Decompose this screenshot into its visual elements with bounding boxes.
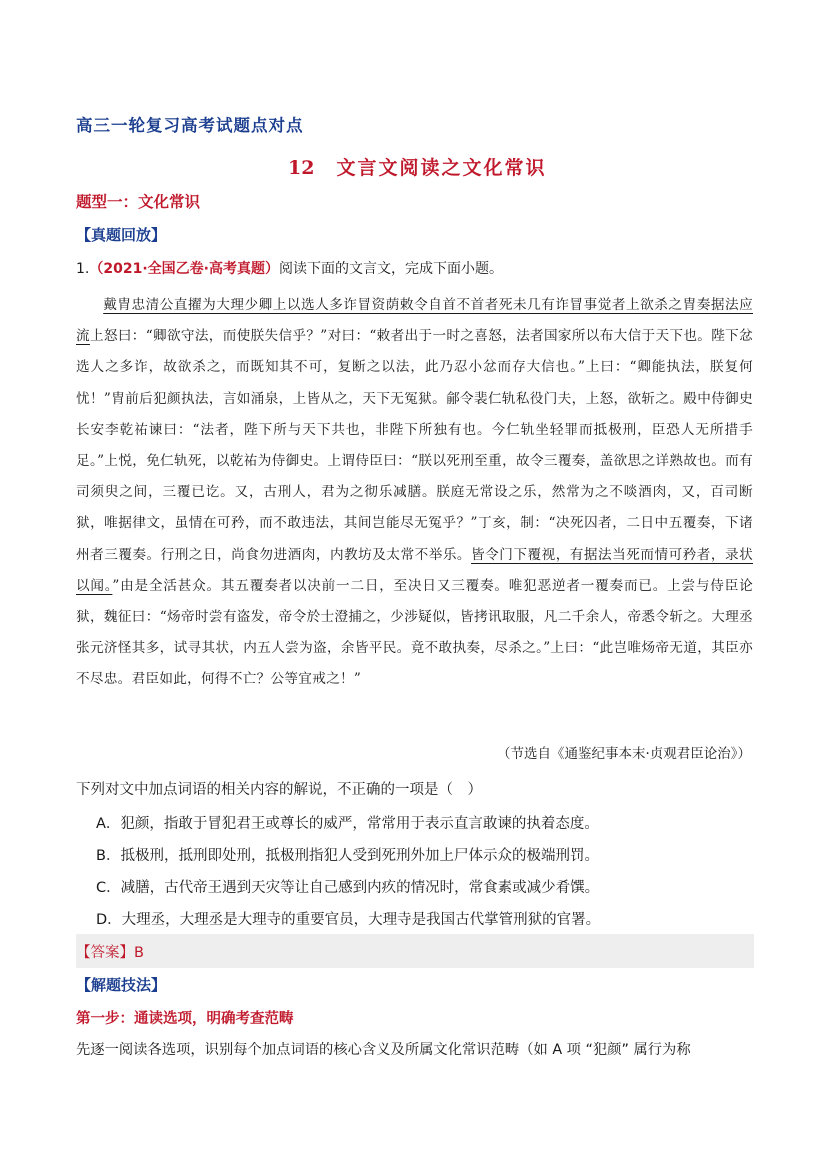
real-questions-tag: 【真题回放】 bbox=[76, 226, 167, 244]
option-c: C．减膳，古代帝王遇到天灾等让自己感到内疚的情况时，常食素或减少肴馔。 bbox=[96, 880, 600, 896]
passage-underlined-2: 据法应流 bbox=[76, 297, 753, 345]
option-a: A．犯颜，指敢于冒犯君王或尊长的威严，常常用于表示直言敢谏的执着态度。 bbox=[96, 816, 599, 832]
question-number: 1. bbox=[76, 261, 90, 277]
method-tag: 【解题技法】 bbox=[76, 976, 167, 994]
passage-source-note: （节选自《通鉴纪事本末·贞观君臣论治》） bbox=[496, 746, 751, 762]
chapter-heading bbox=[288, 153, 546, 180]
option-d: D．大理丞，大理丞是大理寺的重要官员，大理寺是我国古代掌管刑狱的官署。 bbox=[96, 912, 601, 928]
question-source: （2021·全国乙卷·高考真题） bbox=[89, 261, 279, 277]
answer-text: 【答案】B bbox=[76, 945, 144, 961]
question-stem: 下列对文中加点词语的相关内容的解说，不正确的一项是（ ） bbox=[76, 782, 482, 798]
passage-underlined-3: 皆令门下覆视，有据法当死而情可矜者，录状以闻。 bbox=[76, 546, 754, 594]
step1-text: 先逐一阅读各选项，识别每个加点词语的核心含义及所属文化常识范畴（如 A 项 “犯颜” 属行为称 bbox=[76, 1042, 691, 1058]
section-title: 题型一：文化常识 bbox=[76, 193, 201, 211]
classical-passage bbox=[76, 290, 753, 696]
header-title: 高三一轮复习高考试题点对点 bbox=[76, 116, 304, 135]
question-intro bbox=[76, 258, 503, 278]
passage-underlined-1: 戴胄忠清公直擢为大理少卿上以选人多诈冒资荫敕令自首不首者死未几有诈冒事觉者上欲杀之胄奏 bbox=[103, 297, 711, 313]
answer-background bbox=[76, 934, 754, 968]
option-b: B．抵极刑，抵刑即处刑，抵极刑指犯人受到死刑外加上尸体示众的极端刑罚。 bbox=[96, 848, 599, 864]
step1-title: 第一步：通读选项，明确考查范畴 bbox=[76, 1011, 294, 1027]
question-instruction: 阅读下面的文言文，完成下面小题。 bbox=[278, 261, 503, 277]
chapter-title: 文言文阅读之文化常识 bbox=[336, 157, 547, 179]
passage-text-1: 上怒曰：“卿欲守法，而使朕失信乎？”对曰：“敕者出于一时之喜怒，法者国家所以布大信于天下也。陛下忿选人之多诈，故欲杀之，而既知其不可，复断之以法，此乃忍小忿而存大信也。”上曰：“卿能执法，朕复何忧！”胄前后犯颜执法，言如涌泉，上皆从之，天下无冤狱。鄃令裴仁轨私役门夫，上怒，欲斩之。殿中侍御史长安李乾祐谏曰：“法者，陛下所与天下共也，非陛下所独有也。今仁轨坐轻罪而抵极刑，臣恐人无所措手足。”上悦，免仁轨死，以乾祐为侍御史。上谓侍臣曰：“朕以死刑至重，故令三覆奏，盖欲思之详熟故也。而有司须臾之间，三覆已讫。又，古刑人，君为之彻乐减膳。朕庭无常设之乐，然常为之不啖酒肉，又，百司断狱，唯据律文，虽情在可矜，而不敢违法，其间岂能尽无冤乎？”丁亥，制：“决死囚者，二日中五覆奏，下诸州者三覆奏。行刑之日，尚食勿进酒肉，内教坊及太常不举乐。 bbox=[76, 328, 753, 563]
passage-text-2: ”由是全活甚众。其五覆奏者以决前一二日，至决日又三覆奏。唯犯恶逆者一覆奏而已。上尝与侍臣论狱，魏征曰：“炀帝时尝有盗发，帝令於士澄捕之，少涉疑似，皆拷讯取服，凡二千余人，帝悉令斩之。大理丞张元济怪其多，试寻其状，内五人尝为盗，余皆平民。竟不敢执奏，尽杀之。”上曰：“此岂唯炀帝无道，其臣亦不尽忠。君臣如此，何得不亡？公等宜戒之！” bbox=[76, 577, 753, 688]
chapter-number: 12 bbox=[288, 157, 315, 179]
